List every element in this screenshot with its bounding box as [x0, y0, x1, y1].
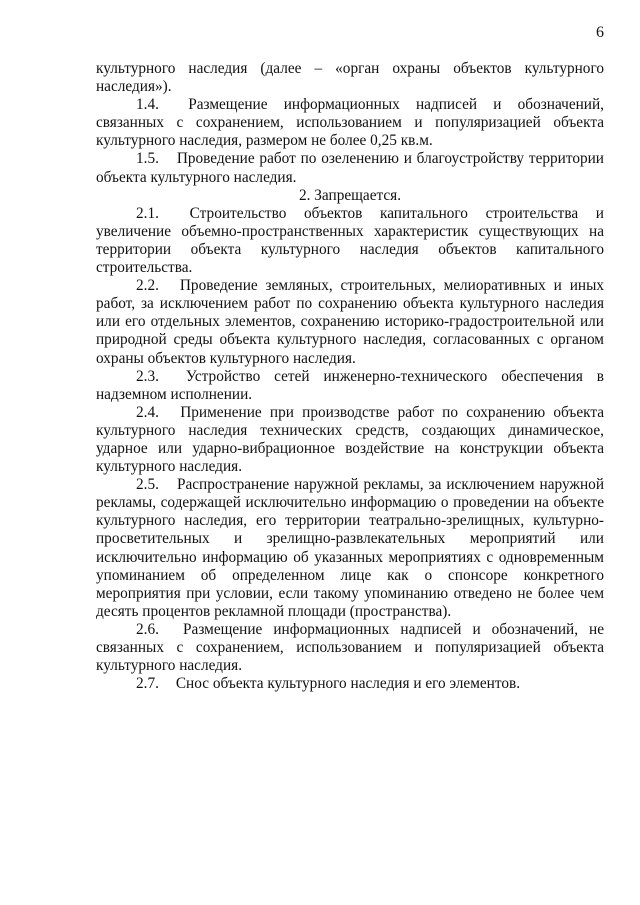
clause-text: Устройство сетей инженерно-технического обеспечения в надземном исполнении. — [96, 367, 605, 403]
clause-number: 1.5. — [136, 150, 159, 168]
clause-2-2 — [96, 277, 604, 367]
clause-number: 2.2. — [136, 277, 159, 295]
clause-number: 2.6. — [136, 620, 159, 638]
clause-2-6 — [96, 621, 604, 675]
clause-2-3 — [96, 368, 604, 404]
document-body — [96, 60, 604, 693]
continued-paragraph — [96, 60, 604, 96]
clause-text: Строительство объектов капитального строительства и увеличение объемно-пространственных характеристик существующих на территории объекта культурного наследия объектов капитального строительства. — [96, 204, 604, 277]
clause-number: 1.4. — [136, 96, 159, 114]
clause-1-5 — [96, 150, 604, 186]
clause-2-4 — [96, 404, 604, 476]
page-number: 6 — [596, 24, 604, 41]
clause-text: Применение при производстве работ по сохранению объекта культурного наследия технических средств, создающих динамическое, ударное или ударно-вибрационное воздействие на конструкции объекта культурного наследия. — [96, 403, 604, 476]
clause-text: Распространение наружной рекламы, за исключением наружной рекламы, содержащей исключительно информацию о проведении на объекте культурного наследия, его территории театрально-зрелищных, культурно-просветительных и зрелищно-развлекательных мероприятий или исключительно информацию об указанных мероприятиях с одновременным упоминанием об определенном лице как о спонсоре конкретного мероприятия при условии, если такому упоминанию отведено не более чем десять процентов рекламной площади (пространства). — [96, 476, 605, 620]
clause-text: Проведение работ по озеленению и благоустройству территории объекта культурного наследия. — [96, 150, 604, 186]
clause-number: 2.4. — [136, 403, 159, 421]
clause-2-7 — [96, 675, 604, 693]
clause-number: 2.7. — [136, 675, 159, 693]
section-heading: 2. Запрещается. — [298, 186, 402, 204]
paragraph-text: культурного наследия (далее – «орган охраны объектов культурного наследия»). — [96, 60, 604, 96]
clause-number: 2.1. — [136, 204, 159, 222]
clause-2-1 — [96, 205, 604, 277]
clause-number: 2.5. — [136, 476, 159, 494]
clause-2-5 — [96, 476, 604, 621]
clause-1-4 — [96, 96, 604, 150]
clause-text: Размещение информационных надписей и обозначений, связанных с сохранением, использованием и популяризацией объекта культурного наследия, размером не более 0,25 кв.м. — [96, 96, 604, 150]
clause-text: Снос объекта культурного наследия и его элементов. — [175, 675, 521, 693]
clause-number: 2.3. — [136, 367, 159, 385]
clause-text: Проведение земляных, строительных, мелиоративных и иных работ, за исключением работ по сохранению объекта культурного наследия или его отдельных элементов, сохранению историко-градостроительной или природной среды объекта культурного наследия, согласованных с органом охраны объектов культурного наследия. — [96, 277, 604, 367]
clause-text: Размещение информационных надписей и обозначений, не связанных с сохранением, использованием и популяризацией объекта культурного наследия. — [96, 620, 605, 675]
